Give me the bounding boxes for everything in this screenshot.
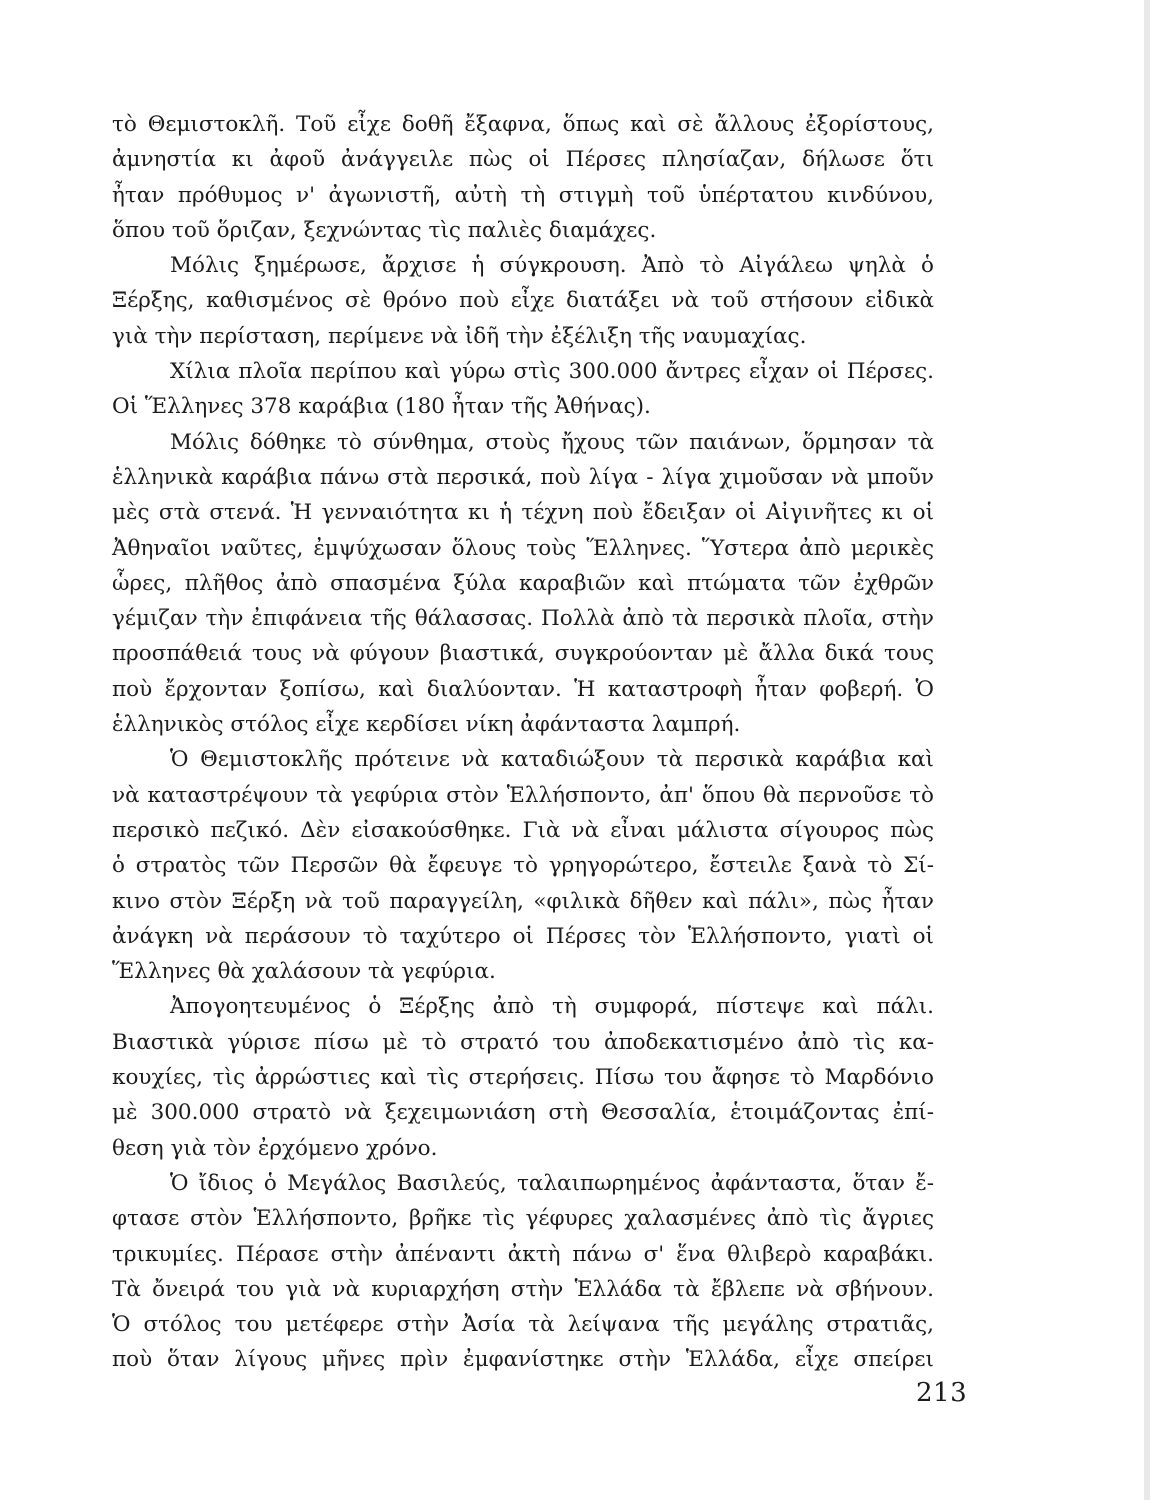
text-line: τρικυμίες. Πέρασε στὴν ἀπέναντι ἀκτὴ πάνω σ' ἕνα θλιβερὸ καραβάκι.: [112, 1241, 934, 1267]
text-line: μὲς στὰ στενά. Ἡ γενναιότητα κι ἡ τέχνη ποὺ ἔδειξαν οἱ Αἰγινῆτες κι οἱ: [112, 500, 934, 526]
text-line: γέμιζαν τὴν ἐπιφάνεια τῆς θάλασσας. Πολλὰ ἀπὸ τὰ περσικὰ πλοῖα, στὴν: [112, 606, 934, 632]
text-line: ἑλληνικὰ καράβια πάνω στὰ περσικά, ποὺ λίγα - λίγα χιμοῦσαν νὰ μποῦν: [112, 464, 934, 490]
text-line: Ὁ στόλος του μετέφερε στὴν Ἀσία τὰ λείψανα τῆς μεγάλης στρατιᾶς,: [112, 1312, 934, 1338]
body-text: [112, 107, 934, 1378]
text-line: Ἕλληνες θὰ χαλάσουν τὰ γεφύρια.: [112, 959, 496, 985]
text-line: Ξέρξης, καθισμένος σὲ θρόνο ποὺ εἶχε διατάξει νὰ τοῦ στήσουν εἰδικὰ: [112, 288, 934, 314]
text-line: Μόλις δόθηκε τὸ σύνθημα, στοὺς ἤχους τῶν παιάνων, ὅρμησαν τὰ: [170, 429, 934, 455]
text-line: Μόλις ξημέρωσε, ἄρχισε ἡ σύγκρουση. Ἀπὸ τὸ Αἰγάλεω ψηλὰ ὁ: [170, 253, 934, 279]
text-line: Βιαστικὰ γύρισε πίσω μὲ τὸ στρατό του ἀποδεκατισμένο ἀπὸ τὶς κα-: [112, 1029, 934, 1055]
text-line: θεση γιὰ τὸν ἐρχόμενο χρόνο.: [112, 1135, 438, 1161]
text-line: Ἀθηναῖοι ναῦτες, ἐμψύχωσαν ὅλους τοὺς Ἕλληνες. Ὕστερα ἀπὸ μερικὲς: [112, 535, 934, 561]
text-line: νὰ καταστρέψουν τὰ γεφύρια στὸν Ἑλλήσποντο, ἀπ' ὅπου θὰ περνοῦσε τὸ: [112, 782, 934, 808]
text-line: Ὁ ἴδιος ὁ Μεγάλος Βασιλεύς, ταλαιπωρημένος ἀφάνταστα, ὅταν ἔ-: [170, 1170, 934, 1196]
text-line: ποὺ ἔρχονταν ξοπίσω, καὶ διαλύονταν. Ἡ καταστροφὴ ἦταν φοβερή. Ὁ: [112, 676, 934, 702]
text-line: ἑλληνικὸς στόλος εἶχε κερδίσει νίκη ἀφάνταστα λαμπρή.: [112, 712, 741, 738]
text-line: ποὺ ὅταν λίγους μῆνες πρὶν ἐμφανίστηκε στὴν Ἑλλάδα, εἶχε σπείρει: [112, 1347, 934, 1373]
text-line: ἀνάγκη νὰ περάσουν τὸ ταχύτερο οἱ Πέρσες τὸν Ἑλλήσποντο, γιατὶ οἱ: [112, 923, 934, 949]
text-line: Ὁ Θεμιστοκλῆς πρότεινε νὰ καταδιώξουν τὰ περσικὰ καράβια καὶ: [170, 747, 934, 773]
text-line: ὅπου τοῦ ὅριζαν, ξεχνώντας τὶς παλιὲς διαμάχες.: [112, 217, 657, 243]
text-line: Χίλια πλοῖα περίπου καὶ γύρω στὶς 300.000 ἄντρες εἶχαν οἱ Πέρσες.: [170, 359, 934, 385]
page-number: 213: [916, 1378, 968, 1408]
text-line: Οἱ Ἕλληνες 378 καράβια (180 ἦταν τῆς Ἀθήνας).: [112, 394, 651, 420]
text-line: ὧρες, πλῆθος ἀπὸ σπασμένα ξύλα καραβιῶν καὶ πτώματα τῶν ἐχθρῶν: [112, 570, 934, 596]
text-line: γιὰ τὴν περίσταση, περίμενε νὰ ἰδῆ τὴν ἐξέλιξη τῆς ναυμαχίας.: [112, 323, 807, 349]
page-edge-shade: [1144, 0, 1150, 1500]
text-line: προσπάθειά τους νὰ φύγουν βιαστικά, συγκρούονταν μὲ ἄλλα δικά τους: [112, 641, 934, 667]
text-line: τὸ Θεμιστοκλῆ. Τοῦ εἶχε δοθῆ ἔξαφνα, ὅπως καὶ σὲ ἄλλους ἐξορίστους,: [112, 112, 934, 137]
text-line: φτασε στὸν Ἑλλήσποντο, βρῆκε τὶς γέφυρες χαλασμένες ἀπὸ τὶς ἄγριες: [112, 1206, 934, 1232]
text-line: Τὰ ὄνειρά του γιὰ νὰ κυριαρχήση στὴν Ἑλλάδα τὰ ἔβλεπε νὰ σβήνουν.: [112, 1276, 934, 1302]
text-line: ἦταν πρόθυμος ν' ἀγωνιστῆ, αὐτὴ τὴ στιγμὴ τοῦ ὑπέρτατου κινδύνου,: [112, 182, 934, 208]
text-line: κουχίες, τὶς ἀρρώστιες καὶ τὶς στερήσεις. Πίσω του ἄφησε τὸ Μαρδόνιο: [112, 1065, 934, 1091]
text-line: μὲ 300.000 στρατὸ νὰ ξεχειμωνιάση στὴ Θεσσαλία, ἑτοιμάζοντας ἐπί-: [112, 1100, 934, 1126]
text-line: ἀμνηστία κι ἀφοῦ ἀνάγγειλε πὼς οἱ Πέρσες πλησίαζαν, δήλωσε ὅτι: [112, 147, 934, 173]
text-line: κινο στὸν Ξέρξη νὰ τοῦ παραγγείλη, «φιλικὰ δῆθεν καὶ πάλι», πὼς ἦταν: [112, 888, 934, 914]
text-line: ὁ στρατὸς τῶν Περσῶν θὰ ἔφευγε τὸ γρηγορώτερο, ἔστειλε ξανὰ τὸ Σί-: [112, 853, 934, 879]
text-line: Ἀπογοητευμένος ὁ Ξέρξης ἀπὸ τὴ συμφορά, πίστεψε καὶ πάλι.: [170, 994, 934, 1020]
text-line: περσικὸ πεζικό. Δὲν εἰσακούσθηκε. Γιὰ νὰ εἶναι μάλιστα σίγουρος πὼς: [112, 817, 934, 843]
